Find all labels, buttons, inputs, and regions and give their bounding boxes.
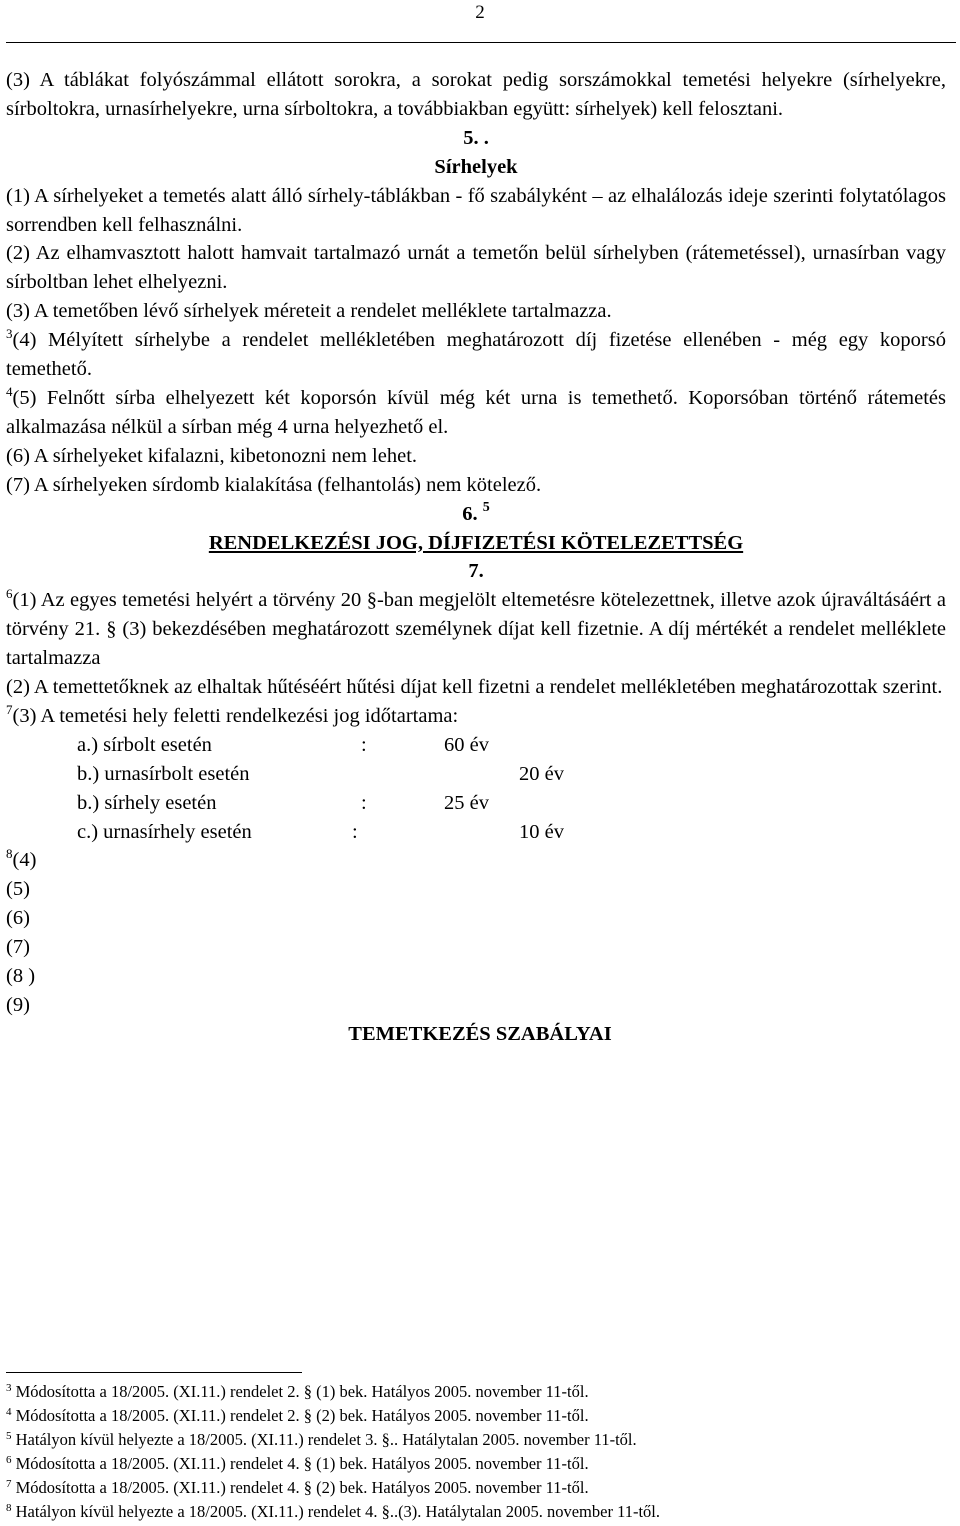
footnote-text: Hatályon kívül helyezte a 18/2005. (XI.11.) rendelet 4. §..(3). Hatálytalan 2005. november 11-től. xyxy=(15,1502,661,1521)
section-5-paragraph-6: (6) A sírhelyeket kifalazni, kibetonozni nem lehet. xyxy=(6,444,418,467)
intro-paragraph-3: (3) A táblákat folyószámmal ellátott sorokra, a sorokat pedig sorszámokkal temetési helyekre (sírhelyekre, sírboltokra, urnasírhelyekre, urna sírboltokra, a továbbiakban együtt: sírhelyek) kell felosztani. xyxy=(6,69,946,120)
section-6-title xyxy=(6,529,946,558)
footnote-ref: 6 xyxy=(6,586,13,602)
footnote-text: Módosította a 18/2005. (XI.11.) rendelet 2. § (1) bek. Hatályos 2005. november 11-től. xyxy=(15,1382,589,1401)
footnote-ref: 3 xyxy=(6,326,13,342)
duration-separator: : xyxy=(361,791,367,814)
paragraph-text: (4) Mélyített sírhelybe a rendelet mellékletében meghatározott díj fizetése ellenében - még egy koporsó temethető. xyxy=(6,329,946,381)
repealed-paragraph: (5) xyxy=(6,878,30,901)
footnote xyxy=(6,1452,946,1476)
section-title-text: RENDELKEZÉSI JOG, DÍJFIZETÉSI KÖTELEZETTSÉG xyxy=(208,531,744,554)
section-5-paragraph-3: (3) A temetőben lévő sírhelyek méreteit a rendelet melléklete tartalmazza. xyxy=(6,300,612,323)
duration-row xyxy=(6,789,946,818)
repealed-paragraph: (7) xyxy=(6,936,30,959)
duration-separator: : xyxy=(361,733,367,756)
footnote xyxy=(6,1380,946,1404)
section-number-text: 6. xyxy=(462,502,483,525)
section-5-title: Sírhelyek xyxy=(434,155,518,178)
footnote-separator xyxy=(6,1372,302,1373)
section-5-number: 5. . xyxy=(463,126,489,149)
document-body xyxy=(6,66,946,1049)
duration-label: b.) urnasírbolt esetén xyxy=(77,762,250,785)
footnote xyxy=(6,1476,946,1500)
header-rule xyxy=(6,42,956,43)
section-5-paragraph-4 xyxy=(6,326,946,384)
footnote-text: Módosította a 18/2005. (XI.11.) rendelet 2. § (2) bek. Hatályos 2005. november 11-től. xyxy=(15,1406,589,1425)
repealed-paragraph: (9) xyxy=(6,993,30,1016)
footnote-number: 8 xyxy=(6,1502,12,1514)
repealed-paragraph: (8 ) xyxy=(6,965,36,988)
footnote xyxy=(6,1500,946,1524)
duration-label: c.) urnasírhely esetén xyxy=(77,820,252,843)
paragraph-text: (1) Az egyes temetési helyért a törvény 20 §-ban megjelölt eltemetésre kötelezettnek, illetve azok újraváltásáért a törvény 21. § (3) bekezdésében meghatározott személynek díjat kell fizetnie. xyxy=(6,589,946,641)
paragraph-text: (3) A temetési hely feletti rendelkezési jog időtartama: xyxy=(12,704,459,727)
footnote-number: 7 xyxy=(6,1478,12,1490)
footnote-text: Módosította a 18/2005. (XI.11.) rendelet 4. § (1) bek. Hatályos 2005. november 11-től. xyxy=(15,1454,589,1473)
section-7-paragraph-1 xyxy=(6,586,946,673)
section-5-paragraph-5 xyxy=(6,384,946,442)
duration-row xyxy=(6,760,946,789)
footnote-number: 4 xyxy=(6,1406,12,1418)
footnote-ref: 8 xyxy=(6,846,13,862)
next-section-title: TEMETKEZÉS SZABÁLYAI xyxy=(348,1022,612,1045)
footnote-number: 3 xyxy=(6,1382,12,1394)
footnote xyxy=(6,1404,946,1428)
footnote xyxy=(6,1428,946,1452)
duration-value: 10 év xyxy=(519,820,564,843)
duration-value: 60 év xyxy=(444,733,489,756)
footnote-ref: 4 xyxy=(6,383,13,399)
footnote-number: 5 xyxy=(6,1430,12,1442)
duration-value: 20 év xyxy=(519,762,564,785)
duration-value: 25 év xyxy=(444,791,489,814)
footnote-ref: 7 xyxy=(6,701,13,717)
duration-label: a.) sírbolt esetén xyxy=(77,733,212,756)
page-number: 2 xyxy=(475,2,485,23)
footnote-text: Hatályon kívül helyezte a 18/2005. (XI.11.) rendelet 3. §.. Hatálytalan 2005. november 11-től. xyxy=(15,1430,637,1449)
section-5-paragraph-2: (2) Az elhamvasztott halott hamvait tartalmazó urnát a temetőn belül sírhelyben (rátemetéssel), urnasírban vagy sírboltban lehet elhelyezni. xyxy=(6,242,946,294)
footnote-ref: 5 xyxy=(482,499,490,515)
repealed-label: (4) xyxy=(12,849,37,872)
duration-separator: : xyxy=(352,820,358,843)
section-7-paragraph-2: (2) A temettetőknek az elhaltak hűtéséért hűtési díjat kell fizetni a rendelet mellékletében meghatározottak szerint. xyxy=(6,676,943,699)
repealed-paragraph xyxy=(6,846,946,875)
duration-row xyxy=(6,818,946,847)
footnote-number: 6 xyxy=(6,1454,12,1466)
section-7-number: 7. xyxy=(468,560,484,583)
duration-label: b.) sírhely esetén xyxy=(77,791,217,814)
section-7-paragraph-3 xyxy=(6,702,946,731)
paragraph-text: (5) Felnőtt sírba elhelyezett két koporsón kívül még két urna is temethető. Koporsóban történő rátemetés alkalmazása nélkül a sírban még 4 urna helyezhető el. xyxy=(6,386,946,438)
paragraph-text-continued: A díj mértékét a rendelet melléklete tartalmazza xyxy=(6,618,946,670)
section-6-number xyxy=(6,500,946,529)
repealed-paragraph: (6) xyxy=(6,907,30,930)
section-5-paragraph-1: (1) A sírhelyeket a temetés alatt álló sírhely-táblákban - fő szabályként – az elhalálozás ideje szerinti folytatólagos sorrendben kell felhasználni. xyxy=(6,184,946,236)
section-5-paragraph-7: (7) A sírhelyeken sírdomb kialakítása (felhantolás) nem kötelező. xyxy=(6,473,542,496)
duration-row xyxy=(6,731,946,760)
footnote-text: Módosította a 18/2005. (XI.11.) rendelet 4. § (2) bek. Hatályos 2005. november 11-től. xyxy=(15,1478,589,1497)
footnotes xyxy=(6,1380,946,1524)
